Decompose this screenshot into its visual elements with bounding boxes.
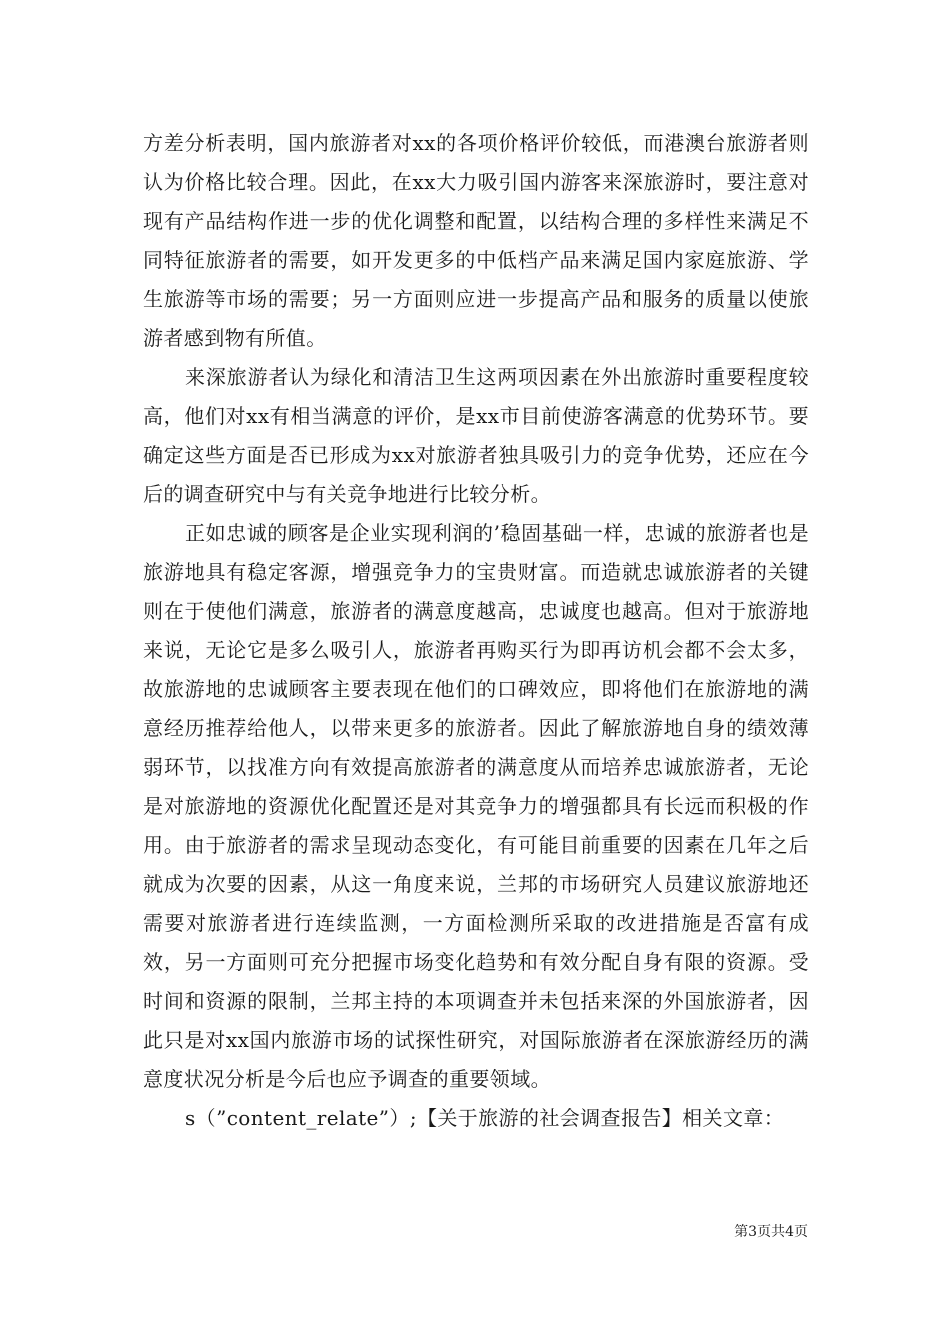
paragraph-greening-hygiene: 来深旅游者认为绿化和清洁卫生这两项因素在外出旅游时重要程度较高，他们对xx有相当满意的评价，是xx市目前使游客满意的优势环节。要确定这些方面是否已形成为xx对旅游者独具吸引力的竞争优势，还应在今后的调查研究中与有关竞争地进行比较分析。 xyxy=(143,365,809,506)
document-body xyxy=(143,124,809,1138)
page-number-label: 第3页共4页 xyxy=(734,1224,808,1240)
paragraph-price-analysis: 方差分析表明，国内旅游者对xx的各项价格评价较低，而港澳台旅游者则认为价格比较合理。因此，在xx大力吸引国内游客来深旅游时，要注意对现有产品结构作进一步的优化调整和配置，以结构合理的多样性来满足不同特征旅游者的需要，如开发更多的中低档产品来满足国内家庭旅游、学生旅游等市场的需要；另一方面则应进一步提高产品和服务的质量以使旅游者感到物有所值。 xyxy=(143,131,809,350)
page-number-footer xyxy=(734,1223,808,1241)
paragraph-loyal-tourists: 正如忠诚的顾客是企业实现利润的’稳固基础一样，忠诚的旅游者也是旅游地具有稳定客源，增强竞争力的宝贵财富。而造就忠诚旅游者的关键则在于使他们满意，旅游者的满意度越高，忠诚度也越高。但对于旅游地来说，无论它是多么吸引人，旅游者再购买行为即再访机会都不会太多，故旅游地的忠诚顾客主要表现在他们的口碑效应，即将他们在旅游地的满意经历推荐给他人，以带来更多的旅游者。因此了解旅游地自身的绩效薄弱环节，以找准方向有效提高旅游者的满意度从而培养忠诚旅游者，无论是对旅游地的资源优化配置还是对其竞争力的增强都具有长远而积极的作用。由于旅游者的需求呈现动态变化，有可能目前重要的因素在几年之后就成为次要的因素，从这一角度来说，兰邦的市场研究人员建议旅游地还需要对旅游者进行连续监测，一方面检测所采取的改进措施是否富有成效，另一方面则可充分把握市场变化趋势和有效分配自身有限的资源。受时间和资源的限制，兰邦主持的本项调查并未包括来深的外国旅游者，因此只是对xx国内旅游市场的试探性研究，对国际旅游者在深旅游经历的满意度状况分析是今后也应予调查的重要领域。 xyxy=(143,521,809,1091)
paragraph-related-articles: s（”content_relate”）;【关于旅游的社会调查报告】相关文章： xyxy=(185,1106,785,1130)
